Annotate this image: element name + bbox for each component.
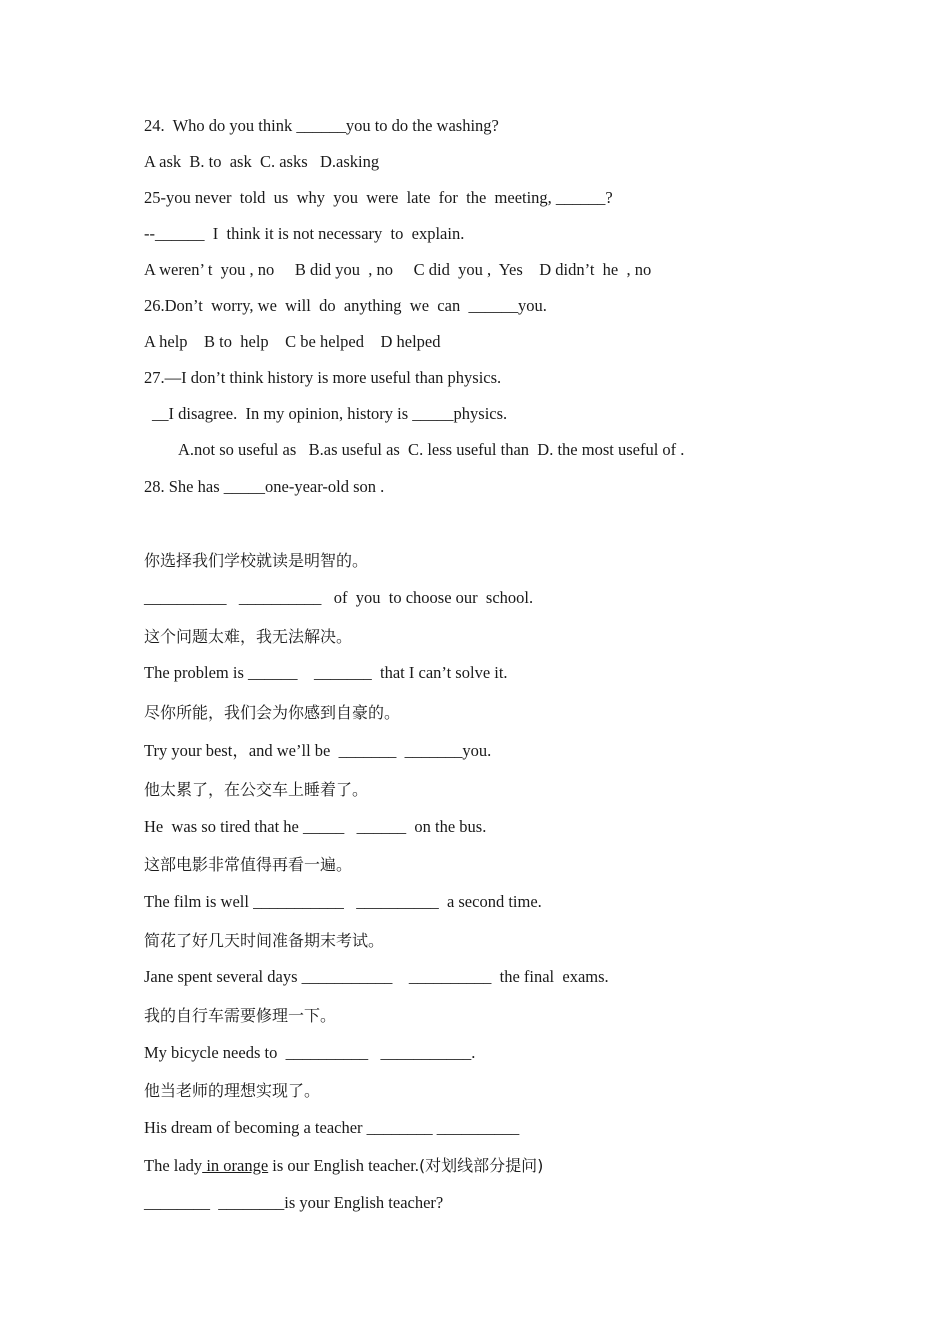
rewrite-question (144, 1156, 543, 1176)
question-28-stem: 28. She has _____one-year-old son . (144, 477, 385, 496)
question-27-stem: 27.—I don’t think history is more useful than physics. (144, 368, 502, 387)
translation-1-english: __________ __________ of you to choose our school. (144, 588, 534, 607)
question-25-stem: 25-you never told us why you were late for the meeting, ______? (144, 188, 613, 207)
question-26-options: A help B to help C be helped D helped (144, 332, 441, 351)
question-27-options: A.not so useful as B.as useful as C. less useful than D. the most useful of . (178, 440, 685, 459)
translation-4-english: He was so tired that he _____ ______ on the bus. (144, 817, 487, 836)
question-24-options: A ask B. to ask C. asks D.asking (144, 152, 380, 171)
question-24-stem: 24. Who do you think ______you to do the washing? (144, 116, 499, 135)
rewrite-prefix: The lady (144, 1156, 203, 1175)
rewrite-underlined-part: in orange (202, 1156, 269, 1175)
translation-6-english: Jane spent several days ___________ __________ the final exams. (144, 967, 609, 986)
translation-6-chinese: 简花了好几天时间准备期末考试。 (144, 931, 385, 950)
question-26-stem: 26.Don’t worry, we will do anything we can ______you. (144, 296, 547, 315)
translation-7-chinese: 我的自行车需要修理一下。 (144, 1006, 337, 1025)
rewrite-instruction: (对划线部分提问) (418, 1156, 544, 1175)
translation-1-chinese: 你选择我们学校就读是明智的。 (144, 551, 369, 570)
translation-5-chinese: 这部电影非常值得再看一遍。 (144, 855, 353, 874)
translation-3-chinese: 尽你所能，我们会为你感到自豪的。 (144, 703, 401, 722)
question-25-reply: --______ I think it is not necessary to explain. (144, 224, 465, 243)
translation-4-chinese: 他太累了，在公交车上睡着了。 (144, 780, 369, 799)
translation-8-chinese: 他当老师的理想实现了。 (144, 1081, 321, 1100)
translation-5-english: The film is well ___________ __________ a second time. (144, 892, 542, 911)
rewrite-answer: ________ ________is your English teacher? (144, 1193, 444, 1212)
rewrite-suffix: is our English teacher. (268, 1156, 419, 1175)
translation-7-english: My bicycle needs to __________ ___________. (144, 1043, 476, 1062)
translation-3-english: Try your best，and we’ll be _______ _______you. (144, 741, 492, 760)
question-27-reply: __I disagree. In my opinion, history is _____physics. (152, 404, 508, 423)
translation-8-english: His dream of becoming a teacher ________ __________ (144, 1118, 520, 1137)
question-25-options: A weren’ t you , no B did you , no C did you , Yes D didn’t he , no (144, 260, 652, 279)
translation-2-chinese: 这个问题太难，我无法解决。 (144, 627, 353, 646)
translation-2-english: The problem is ______ _______ that I can’t solve it. (144, 663, 508, 682)
